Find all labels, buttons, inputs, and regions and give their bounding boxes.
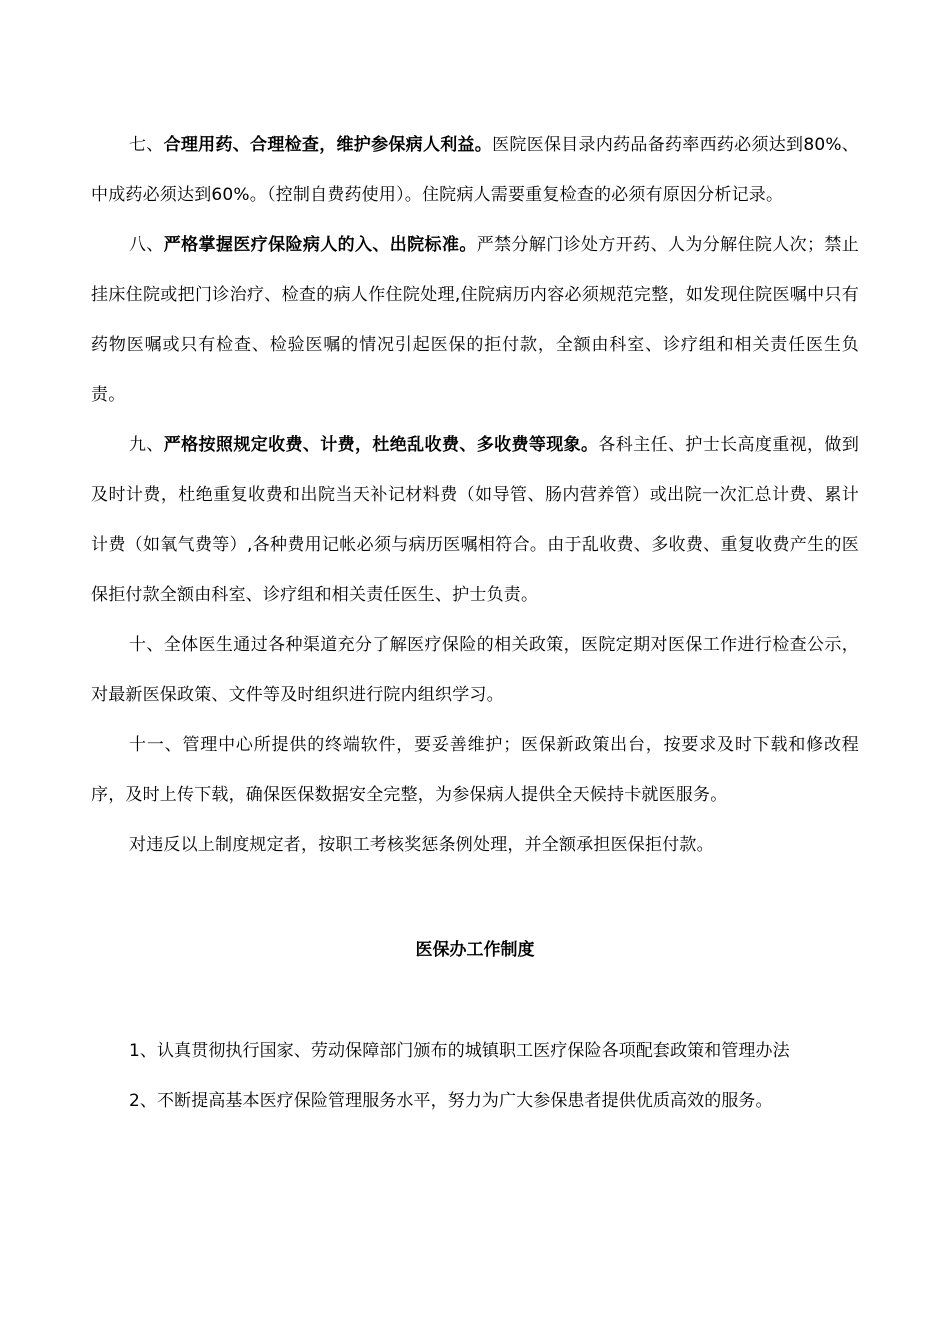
paragraph-9-bold: 严格按照规定收费、计费，杜绝乱收费、多收费等现象。 [163, 435, 599, 455]
paragraph-penalty: 对违反以上制度规定者，按职工考核奖惩条例处理，并全额承担医保拒付款。 [129, 835, 714, 855]
paragraph-7-prefix: 七、 [129, 135, 164, 155]
paragraph-7 [91, 120, 859, 220]
paragraph-11: 十一、管理中心所提供的终端软件，要妥善维护；医保新政策出台，按要求及时下载和修改程序，及时上传下载，确保医保数据安全完整，为参保病人提供全天候持卡就医服务。 [91, 735, 859, 805]
document-page [91, 120, 859, 1126]
paragraph-7-bold: 合理用药、合理检查，维护参保病人利益。 [163, 135, 493, 155]
paragraph-10: 十、全体医生通过各种渠道充分了解医疗保险的相关政策，医院定期对医保工作进行检查公示，对最新医保政策、文件等及时组织进行院内组织学习。 [91, 635, 859, 705]
paragraph-8-text: 严禁分解门诊处方开药、人为分解住院人次；禁止挂床住院或把门诊治疗、检查的病人作住院处理,住院病历内容必须规范完整，如发现住院医嘱中只有药物医嘱或只有检查、检验医嘱的情况引起医保的拒付款，全额由科室、诊疗组和相关责任医生负责。 [91, 235, 859, 405]
paragraph-9-text: 各科主任、护士长高度重视，做到及时计费，杜绝重复收费和出院当天补记材料费（如导管、肠内营养管）或出院一次汇总计费、累计计费（如氧气费等）,各种费用记帐必须与病历医嘱相符合。由于乱收费、多收费、重复收费产生的医保拒付款全额由科室、诊疗组和相关责任医生、护士负责。 [91, 435, 860, 605]
paragraph-8-prefix: 八、 [129, 235, 164, 255]
paragraph-7-text: 医院医保目录内药品备药率西药必须达到80%、中成药必须达到60%。（控制自费药使用）。住院病人需要重复检查的必须有原因分析记录。 [91, 135, 860, 205]
list-item-1: 1、认真贯彻执行国家、劳动保障部门颁布的城镇职工医疗保险各项配套政策和管理办法 [129, 1041, 790, 1061]
paragraph-9 [91, 420, 859, 620]
paragraph-8-bold: 严格掌握医疗保险病人的入、出院标准。 [163, 235, 477, 255]
list-item-2: 2、不断提高基本医疗保险管理服务水平，努力为广大参保患者提供优质高效的服务。 [129, 1091, 773, 1111]
section-heading: 医保办工作制度 [415, 940, 535, 960]
paragraph-9-prefix: 九、 [129, 435, 164, 455]
paragraph-8 [91, 220, 859, 420]
